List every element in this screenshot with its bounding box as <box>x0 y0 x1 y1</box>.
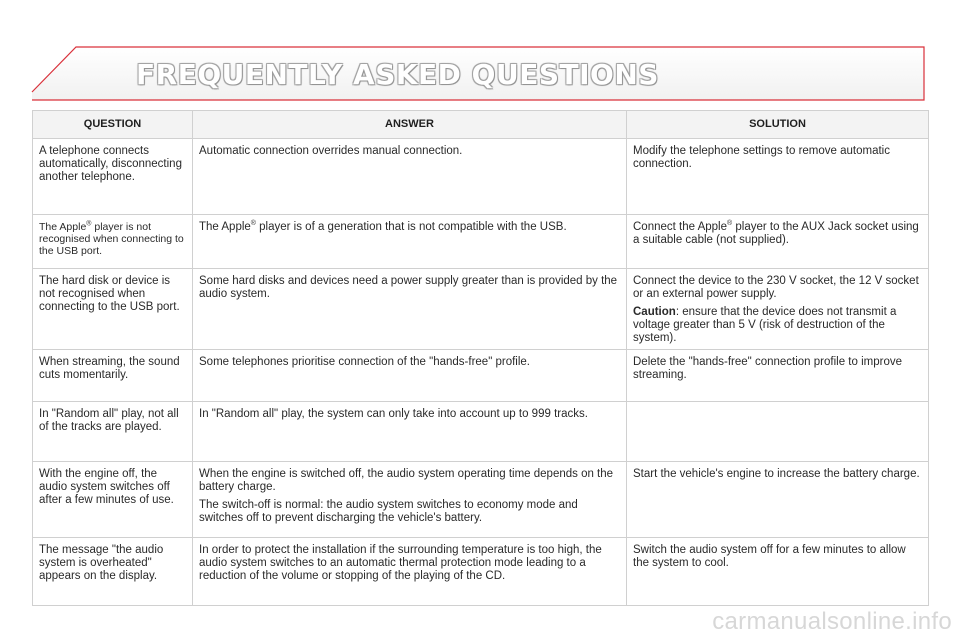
answer-cell <box>193 215 627 269</box>
answer-cell: Automatic connection overrides manual connection. <box>193 139 627 215</box>
question-cell: When streaming, the sound cuts momentarily. <box>33 350 193 402</box>
question-cell: In "Random all" play, not all of the tracks are played. <box>33 402 193 462</box>
caution-label: Caution <box>633 306 676 318</box>
solution-text: player to the AUX Jack socket using a suitable cable (not supplied). <box>633 221 919 246</box>
solution-text: Connect the Apple <box>633 221 727 233</box>
table-row <box>33 462 929 538</box>
table-row <box>33 402 929 462</box>
question-cell: With the engine off, the audio system switches off after a few minutes of use. <box>33 462 193 538</box>
solution-cell <box>627 402 929 462</box>
solution-cell: Start the vehicle's engine to increase the battery charge. <box>627 462 929 538</box>
answer-cell <box>193 462 627 538</box>
question-text: player is not recognised when connecting to the USB port. <box>39 221 184 257</box>
solution-cell: Modify the telephone settings to remove automatic connection. <box>627 139 929 215</box>
table-row <box>33 139 929 215</box>
caution-note <box>633 306 922 345</box>
question-text: The Apple <box>39 221 87 233</box>
header-question: QUESTION <box>33 111 193 139</box>
page-title: FREQUENTLY ASKED QUESTIONS <box>136 58 659 91</box>
answer-cell: In "Random all" play, the system can only take into account up to 999 tracks. <box>193 402 627 462</box>
header-solution: SOLUTION <box>627 111 929 139</box>
answer-cell: Some hard disks and devices need a power supply greater than is provided by the audio system. <box>193 269 627 350</box>
table-header-row <box>33 111 929 139</box>
table-row <box>33 269 929 350</box>
registered-mark: ® <box>86 220 92 228</box>
answer-text: The Apple <box>199 221 251 233</box>
table-row <box>33 538 929 606</box>
solution-cell: Switch the audio system off for a few minutes to allow the system to cool. <box>627 538 929 606</box>
solution-cell: Delete the "hands-free" connection profile to improve streaming. <box>627 350 929 402</box>
answer-cell: Some telephones prioritise connection of the "hands-free" profile. <box>193 350 627 402</box>
question-cell <box>33 215 193 269</box>
answer-text: player is of a generation that is not compatible with the USB. <box>255 221 567 233</box>
table-row <box>33 350 929 402</box>
header-answer: ANSWER <box>193 111 627 139</box>
table-row <box>33 215 929 269</box>
solution-cell <box>627 269 929 350</box>
answer-text: The switch-off is normal: the audio system switches to economy mode and switches off to prevent discharging the vehicle's battery. <box>199 499 578 524</box>
question-cell: The hard disk or device is not recognised when connecting to the USB port. <box>33 269 193 350</box>
answer-text: When the engine is switched off, the audio system operating time depends on the battery charge. <box>199 468 614 493</box>
question-cell: A telephone connects automatically, disconnecting another telephone. <box>33 139 193 215</box>
answer-cell: In order to protect the installation if the surrounding temperature is too high, the audio system switches to an automatic thermal protection mode leading to a reduction of the volume or stopping of the playing of the CD. <box>193 538 627 606</box>
solution-cell <box>627 215 929 269</box>
faq-table <box>32 110 929 606</box>
registered-mark: ® <box>727 220 733 228</box>
caution-text: : ensure that the device does not transmit a voltage greater than 5 V (risk of destruction of the system). <box>633 306 897 344</box>
question-cell: The message "the audio system is overheated" appears on the display. <box>33 538 193 606</box>
watermark-link[interactable]: carmanualsonline.info <box>712 608 952 635</box>
registered-mark: ® <box>250 220 256 228</box>
solution-text: Connect the device to the 230 V socket, the 12 V socket or an external power supply. <box>633 275 919 300</box>
